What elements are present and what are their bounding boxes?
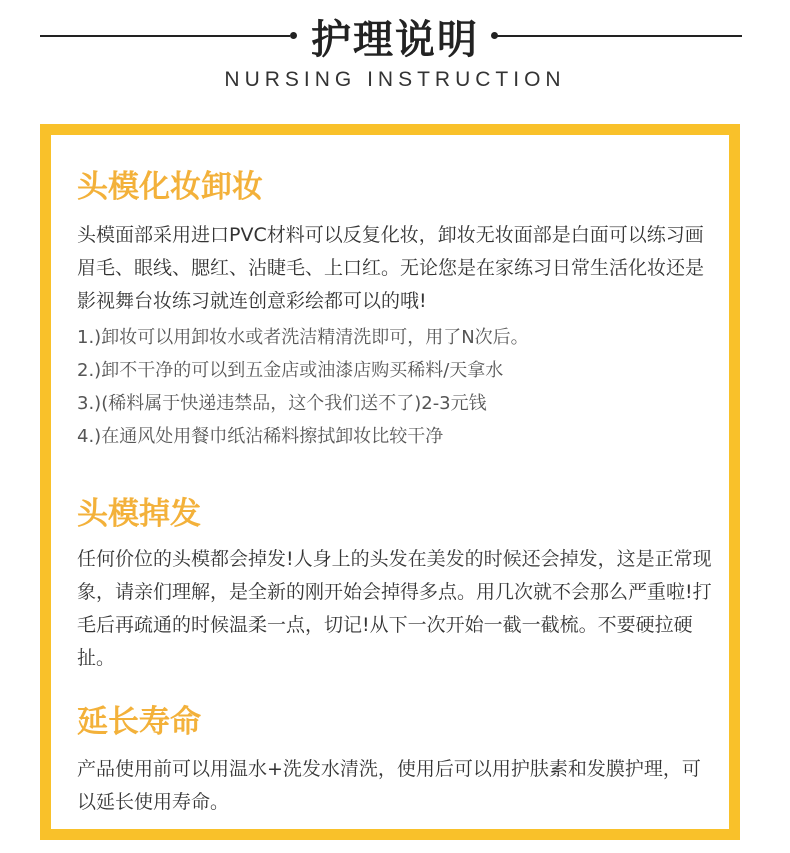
header (0, 8, 790, 64)
section-paragraph-lifespan: 产品使用前可以用温水+洗发水清洗，使用后可以用护肤素和发膜护理，可以延长使用寿命。 (77, 758, 701, 813)
list-item: 1.)卸妆可以用卸妆水或者洗洁精清洗即可，用了N次后。 (77, 327, 529, 348)
header-dot-left (290, 32, 297, 39)
makeup-steps-list (77, 321, 717, 453)
page-subtitle: NURSING INSTRUCTION (224, 68, 566, 91)
header-rule-right (492, 35, 742, 37)
section-title-hair-loss: 头模掉发 (77, 496, 201, 532)
list-item: 4.)在通风处用餐巾纸沾稀料擦拭卸妆比较干净 (77, 426, 444, 447)
list-item: 3.)(稀料属于快递违禁品，这个我们送不了)2-3元钱 (77, 393, 487, 414)
section-title-makeup: 头模化妆卸妆 (77, 169, 263, 205)
list-item: 2.)卸不干净的可以到五金店或油漆店购买稀料/天拿水 (77, 360, 504, 381)
instruction-card (40, 124, 740, 840)
section-paragraph-hair-loss: 任何价位的头模都会掉发!人身上的头发在美发的时候还会掉发，这是正常现象，请亲们理解，是全新的刚开始会掉得多点。用几次就不会那么严重啦!打毛后再疏通的时候温柔一点，切记!从下一次开始一截一截梳。不要硬拉硬扯。 (77, 548, 712, 669)
page-title: 护理说明 (305, 8, 485, 65)
header-rule-left (40, 35, 290, 37)
section-title-lifespan: 延长寿命 (77, 704, 201, 740)
section-paragraph-makeup: 头模面部采用进口PVC材料可以反复化妆，卸妆无妆面部是白面可以练习画眉毛、眼线、腮红、沾睫毛、上口红。无论您是在家练习日常生活化妆还是影视舞台妆练习就连创意彩绘都可以的哦! (77, 224, 705, 312)
